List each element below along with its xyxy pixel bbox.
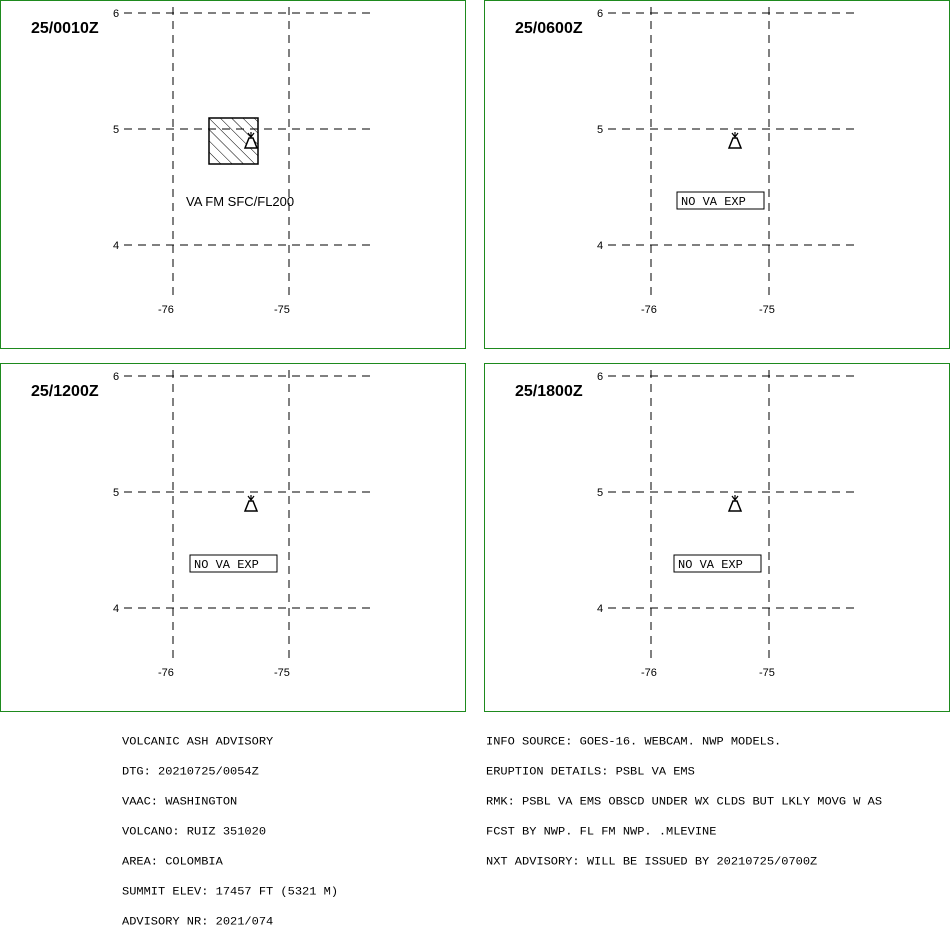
lon-tick-76: -76	[641, 304, 657, 316]
ash-level-label: VA FM SFC/FL200	[186, 194, 295, 209]
lat-tick-6: 6	[113, 371, 120, 383]
graticule	[124, 370, 376, 660]
lat-tick-6: 6	[113, 8, 120, 20]
advisory-line: ADVISORY NR: 2021/074	[122, 915, 274, 929]
map-panel-2	[485, 1, 950, 350]
volcano-icon	[729, 495, 741, 511]
lat-tick-4: 4	[113, 603, 120, 615]
no-va-label: NO VA EXP	[681, 195, 746, 209]
advisory-line: VOLCANO: RUIZ 351020	[122, 825, 267, 839]
lon-tick-76: -76	[641, 667, 657, 679]
lat-tick-6: 6	[597, 8, 604, 20]
forecast-panel-1	[0, 0, 466, 349]
map-panel-1	[1, 1, 467, 350]
no-va-label: NO VA EXP	[194, 558, 259, 572]
advisory-line: AREA: COLOMBIA	[122, 855, 223, 869]
advisory-line: NXT ADVISORY: WILL BE ISSUED BY 20210725/0700Z	[486, 855, 818, 869]
lon-tick-76: -76	[158, 667, 174, 679]
advisory-line: DTG: 20210725/0054Z	[122, 765, 259, 779]
lat-tick-6: 6	[597, 371, 604, 383]
advisory-details-right	[486, 717, 882, 877]
lat-tick-5: 5	[597, 124, 604, 136]
advisory-line: SUMMIT ELEV: 17457 FT (5321 M)	[122, 885, 339, 899]
lon-tick-75: -75	[274, 667, 290, 679]
lon-tick-76: -76	[158, 304, 174, 316]
volcano-icon	[729, 132, 741, 148]
lat-tick-4: 4	[597, 240, 604, 252]
panel-time-label: 25/1200Z	[31, 383, 99, 400]
lat-tick-5: 5	[113, 487, 120, 499]
lon-tick-75: -75	[759, 304, 775, 316]
lat-tick-4: 4	[113, 240, 120, 252]
forecast-panel-3	[0, 363, 466, 712]
advisory-line: FCST BY NWP. FL FM NWP. .MLEVINE	[486, 825, 717, 839]
no-va-label: NO VA EXP	[678, 558, 743, 572]
advisory-line: INFO SOURCE: GOES-16. WEBCAM. NWP MODELS.	[486, 735, 782, 749]
lon-tick-75: -75	[759, 667, 775, 679]
panel-time-label: 25/1800Z	[515, 383, 583, 400]
lat-tick-4: 4	[597, 603, 604, 615]
advisory-header-left	[122, 717, 338, 937]
forecast-panel-2	[484, 0, 950, 349]
graticule	[608, 7, 860, 297]
lat-tick-5: 5	[597, 487, 604, 499]
map-panel-3	[1, 364, 467, 713]
lon-tick-75: -75	[274, 304, 290, 316]
advisory-line: VAAC: WASHINGTON	[122, 795, 238, 809]
volcano-icon	[245, 495, 257, 511]
panel-time-label: 25/0600Z	[515, 20, 583, 37]
advisory-line: VOLCANIC ASH ADVISORY	[122, 735, 274, 749]
advisory-line: ERUPTION DETAILS: PSBL VA EMS	[486, 765, 695, 779]
graticule	[608, 370, 860, 660]
lat-tick-5: 5	[113, 124, 120, 136]
forecast-panel-4	[484, 363, 950, 712]
map-panel-4	[485, 364, 950, 713]
advisory-line: RMK: PSBL VA EMS OBSCD UNDER WX CLDS BUT LKLY MOVG W AS	[486, 795, 883, 809]
panel-time-label: 25/0010Z	[31, 20, 99, 37]
